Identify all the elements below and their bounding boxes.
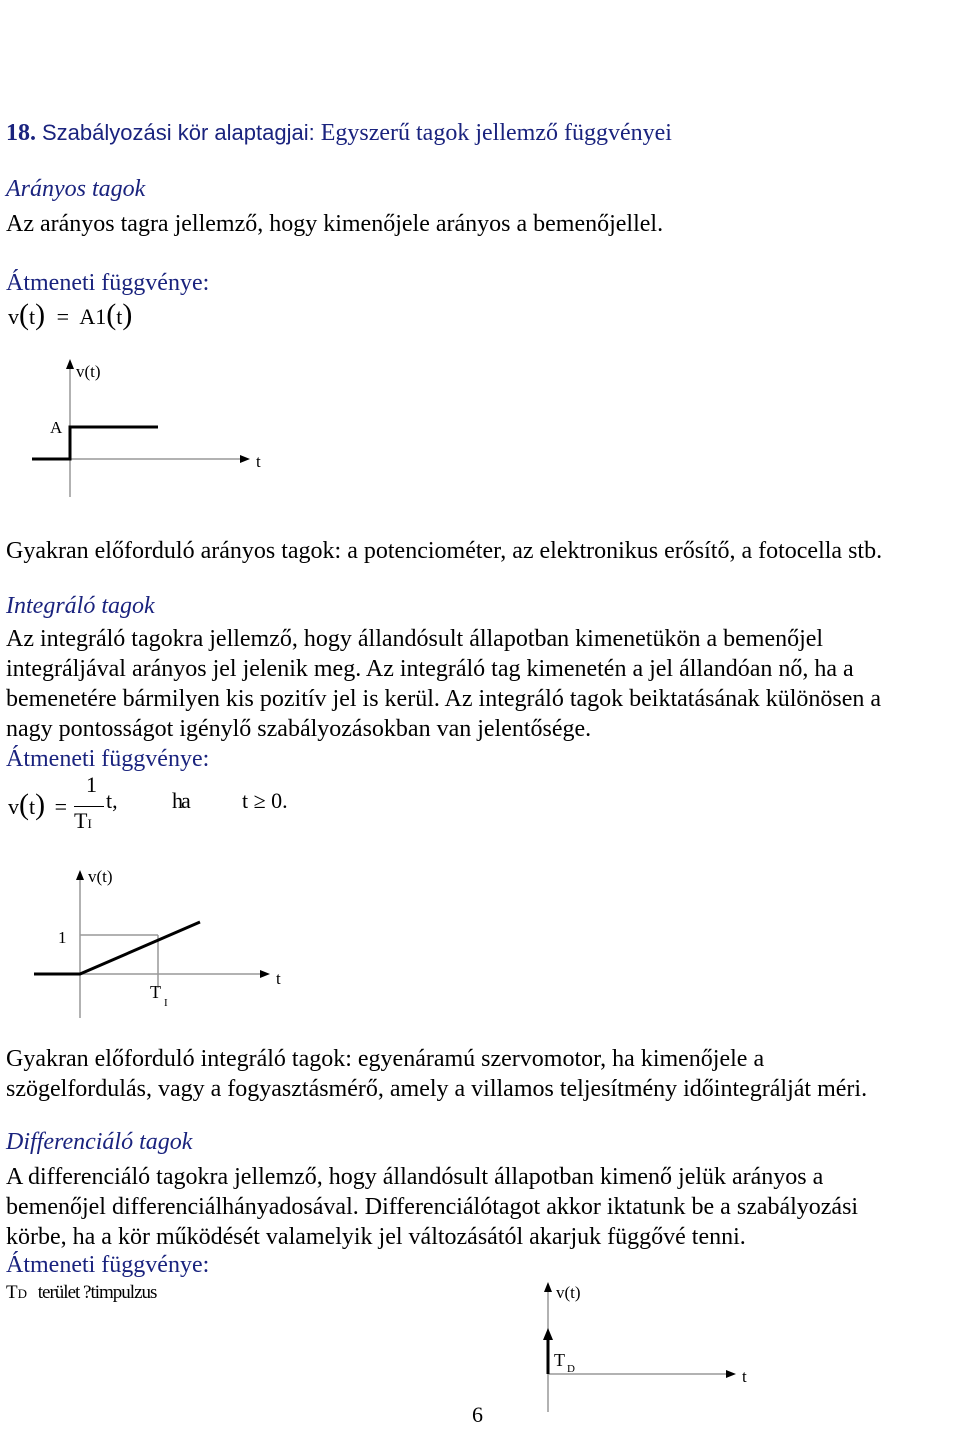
x-label: t — [276, 969, 281, 988]
formula1-lhs: v — [8, 304, 19, 329]
y-axis-arrow — [66, 359, 74, 369]
heading-aranyos: Arányos tagok — [6, 176, 146, 202]
line: nagy pontosságot igénylő szabályozásokban van jelentősége. — [6, 716, 592, 742]
formula1-rhs-arg: t — [116, 304, 123, 329]
text-differencialo — [6, 1162, 936, 1252]
text-integralo — [6, 624, 936, 744]
formula1-eq: = — [56, 304, 70, 329]
examples-aranyos: Gyakran előforduló arányos tagok: a potenciométer, az elektronikus erősítő, a fotocella stb. — [6, 538, 883, 564]
fraction-bar — [74, 806, 104, 807]
t-mark: T — [150, 982, 161, 1002]
text-aranyos: Az arányos tagra jellemző, hogy kimenőjele arányos a bemenőjellel. — [6, 211, 664, 237]
y-axis-arrow — [544, 1282, 552, 1292]
y-label: v(t) — [76, 362, 101, 381]
heading-differencialo: Differenciáló tagok — [6, 1129, 193, 1155]
line: szögelfordulás, vagy a fogyasztásmérő, amely a villamos teljesítmény időintegrálját méri. — [6, 1076, 868, 1102]
y-axis-arrow — [76, 870, 84, 880]
formula1-rhs: A1 — [79, 304, 107, 329]
line: integráljával arányos jel jelenik meg. Az integráló tag kimenetén a jel állandóan nő, ha a — [6, 656, 854, 682]
formula1-arg: t — [29, 304, 36, 329]
formula2-lhs: v — [8, 794, 19, 819]
formula2-tail: t, — [106, 788, 118, 813]
x-label: t — [256, 452, 261, 471]
x-axis-arrow — [260, 970, 270, 978]
title-rest: Egyszerű tagok jellemző függvényei — [320, 120, 672, 146]
formula3-text: terület ?timpulzus — [37, 1282, 157, 1303]
formula2-eq: = — [54, 794, 68, 819]
transfer-label-1: Átmeneti függvénye: — [6, 270, 210, 296]
transfer-label-2: Átmeneti függvénye: — [6, 746, 210, 772]
level-label: 1 — [58, 928, 67, 947]
t-mark-sub: D — [567, 1363, 575, 1375]
transfer-label-3: Átmeneti függvénye: — [6, 1252, 210, 1278]
line: körbe, ha a kör működését valamelyik jel változásától akarjuk függővé tenni. — [6, 1224, 746, 1250]
formula-aranyos: v(t) = A1(t) — [8, 298, 133, 331]
title-bold: Szabályozási kör alaptagjai: — [42, 120, 315, 145]
page-number: 6 — [472, 1402, 483, 1427]
y-label: v(t) — [88, 867, 113, 886]
title-number: 18. — [6, 120, 36, 146]
formula2-num: 1 — [86, 772, 97, 797]
formula2-den: T — [74, 808, 88, 833]
x-axis-arrow — [240, 455, 250, 463]
formula3-td-sub: D — [17, 1286, 27, 1301]
page-title — [6, 118, 672, 148]
heading-integralo: Integráló tagok — [6, 593, 155, 619]
line: A differenciáló tagokra jellemző, hogy állandósult állapotban kimenő jelük arányos a — [6, 1164, 824, 1190]
graph-aranyos — [0, 355, 300, 505]
graph-differencialo — [500, 1276, 780, 1426]
formula2-arg: t — [29, 794, 36, 819]
examples-integralo — [6, 1044, 936, 1104]
graph-integralo — [0, 860, 320, 1030]
level-label: A — [50, 418, 63, 437]
formula-differencialo — [6, 1282, 156, 1304]
x-label: t — [742, 1367, 747, 1386]
line: Gyakran előforduló integráló tagok: egyenáramú szervomotor, ha kimenőjele a — [6, 1046, 765, 1072]
impulse-arrow — [543, 1328, 553, 1340]
formula-integralo: v(t) = 1 TI t, ha t ≥ 0. — [8, 772, 288, 833]
formula2-den-sub: I — [87, 816, 92, 831]
t-mark: T — [554, 1350, 565, 1370]
line: Az integráló tagokra jellemző, hogy állandósult állapotban kimenetükön a bemenőjel — [6, 626, 824, 652]
formula3-td: T — [6, 1282, 18, 1303]
x-axis-arrow — [726, 1370, 736, 1378]
y-label: v(t) — [556, 1283, 581, 1302]
line: bemenőjel differenciálhányadosával. Differenciálótagot akkor iktatunk be a szabályozási — [6, 1194, 859, 1220]
formula2-cond: t ≥ 0. — [242, 788, 288, 813]
formula2-cond-word: ha — [172, 788, 189, 813]
line: bemenetére bármilyen kis pozitív jel is kerül. Az integráló tagok beiktatásának különösen a — [6, 686, 882, 712]
t-mark-sub: I — [164, 997, 168, 1009]
